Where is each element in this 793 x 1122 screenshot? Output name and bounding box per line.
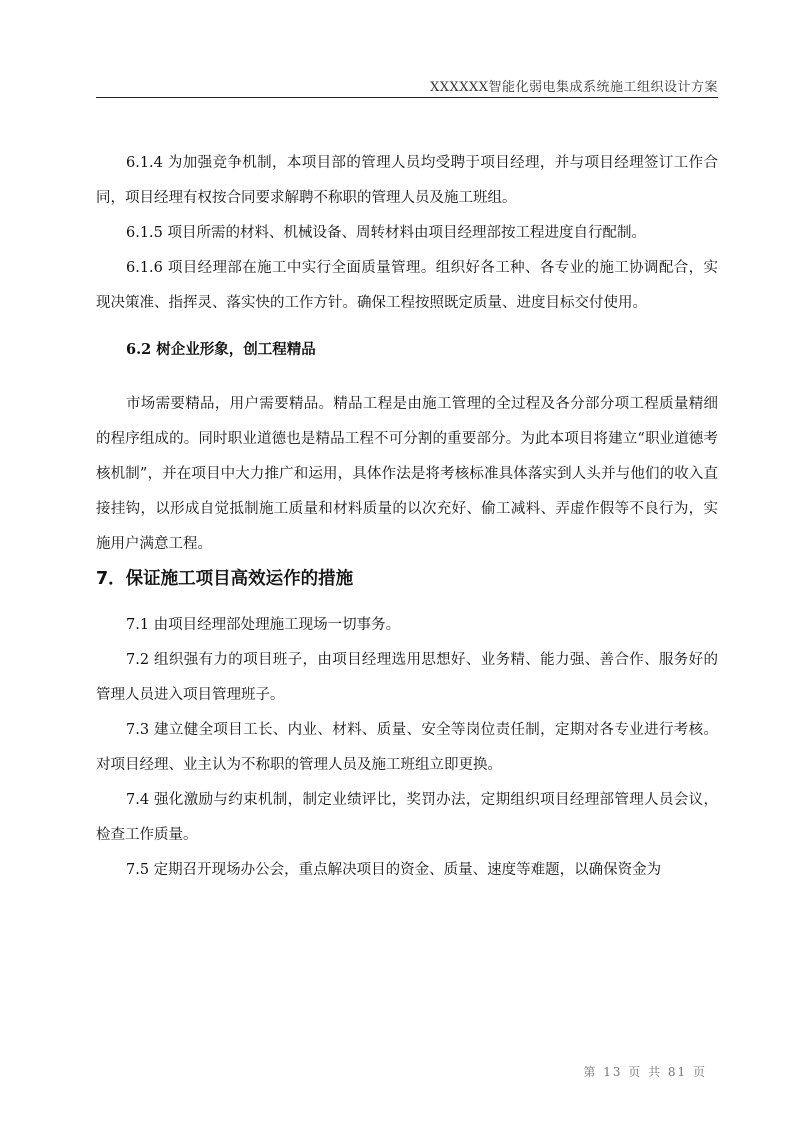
paragraph-7-4: 7.4 强化激励与约束机制，制定业绩评比，奖罚办法，定期组织项目经理部管理人员会议，检查工作质量。 [96,792,718,843]
section-heading-7: 7．保证施工项目高效运作的措施 [96,569,354,589]
paragraph-quality-products: 市场需要精品，用户需要精品。精品工程是由施工管理的全过程及各分部分项工程质量精细的程序组成的。同时职业道德也是精品工程不可分割的重要部分。为此本项目将建立“职业道德考核机制”，并在项目中大力推广和运用，具体作法是将考核标准具体落实到人头并与他们的收入直接挂钩，以形成自觉抵制施工质量和材料质量的以次充好、偷工减料、弄虚作假等不良行为，实施用户满意工程。 [96,396,718,552]
paragraph-6-1-5: 6.1.5 项目所需的材料、机械设备、周转材料由项目经理部按工程进度自行配制。 [126,225,647,241]
paragraph-7-2: 7.2 组织强有力的项目班子，由项目经理选用思想好、业务精、能力强、善合作、服务好的管理人员进入项目管理班子。 [96,652,718,703]
paragraph-7-3: 7.3 建立健全项目工长、内业、材料、质量、安全等岗位责任制，定期对各专业进行考核。对项目经理、业主认为不称职的管理人员及施工班组立即更换。 [96,722,718,773]
paragraph-7-1: 7.1 由项目经理部处理施工现场一切事务。 [126,617,401,633]
document-body [96,146,718,888]
header-divider [96,97,718,98]
paragraph-6-1-6: 6.1.6 项目经理部在施工中实行全面质量管理。组织好各工种、各专业的施工协调配合，实现决策准、指挥灵、落实快的工作方针。确保工程按照既定质量、进度目标交付使用。 [96,260,718,311]
document-header: XXXXXX智能化弱电集成系统施工组织设计方案 [429,80,718,95]
section-heading-6-2: 6.2 树企业形象，创工程精品 [126,341,316,358]
page-number: 第 13 页 共 81 页 [583,1065,707,1079]
paragraph-7-5: 7.5 定期召开现场办公会，重点解决项目的资金、质量、速度等难题，以确保资金为 [126,862,662,878]
paragraph-6-1-4: 6.1.4 为加强竞争机制，本项目部的管理人员均受聘于项目经理，并与项目经理签订工作合同，项目经理有权按合同要求解聘不称职的管理人员及施工班组。 [96,155,718,206]
